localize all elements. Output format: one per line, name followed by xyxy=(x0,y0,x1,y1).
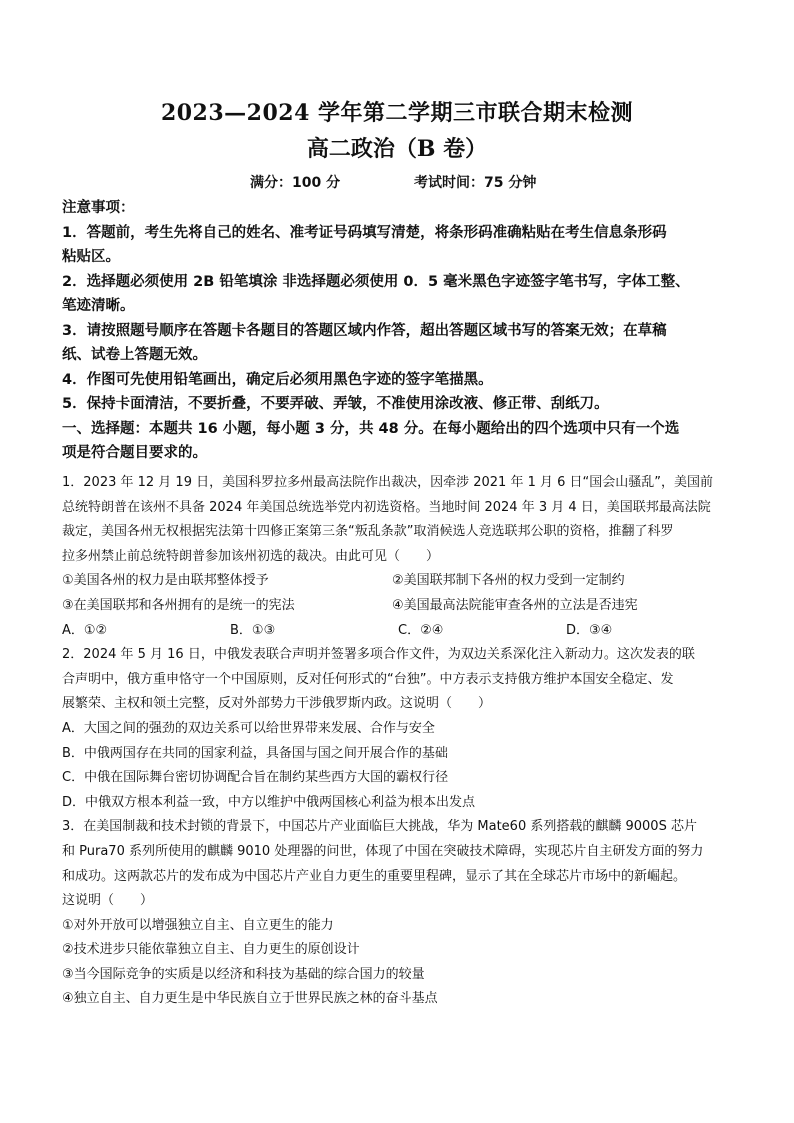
instruction-line: 4．作图可先使用铅笔画出，确定后必须用黑色字迹的签字笔描黑。 xyxy=(62,371,493,388)
statement-2: ②美国联邦制下各州的权力受到一定制约 xyxy=(392,573,625,589)
question-stem-line: 1．2023 年 12 月 19 日，美国科罗拉多州最高法院作出裁决，因牵涉 2021 年 1 月 6 日“国会山骚乱”，美国前 xyxy=(62,475,713,490)
question-stem-line: 和 Pura70 系列所使用的麒麟 9010 处理器的问世，体现了中国在突破技术障碍，实现芯片自主研发方面的努力 xyxy=(62,843,704,859)
question-stem-line: 展繁荣、主权和领土完整，反对外部势力干涉俄罗斯内政。这说明（ ） xyxy=(62,696,492,712)
choice-b: B．①③ xyxy=(230,622,276,638)
question-stem-line: 合声明中，俄方重申恪守一个中国原则，反对任何形式的“台独”。中方表示支持俄方维护本国安全稳定、发 xyxy=(62,671,674,687)
question-stem-line: 总统特朗普在该州不具备 2024 年美国总统选举党内初选资格。当地时间 2024 年 3 月 4 日，美国联邦最高法院 xyxy=(62,499,711,515)
choice-d: D．③④ xyxy=(566,622,613,638)
statement-1: ①美国各州的权力是由联邦整体授予 xyxy=(62,573,269,589)
instruction-line: 2．选择题必须使用 2B 铅笔填涂 非选择题必须使用 0．5 毫米黑色字迹签字笔书写，字体工整、 xyxy=(62,273,690,290)
statement-row xyxy=(62,594,734,619)
statement-4: ④独立自主、自力更生是中华民族自立于世界民族之林的奋斗基点 xyxy=(62,991,438,1007)
instruction-line: 3．请按照题号顺序在答题卡各题目的答题区域内作答，超出答题区域书写的答案无效；在草稿 xyxy=(62,322,667,339)
choice-b: B．中俄两国存在共同的国家利益，具备国与国之间开展合作的基础 xyxy=(62,745,448,761)
choice-d: D．中俄双方根本利益一致，中方以维护中俄两国核心利益为根本出发点 xyxy=(62,794,476,810)
statement-3: ③当今国际竞争的实质是以经济和科技为基础的综合国力的较量 xyxy=(62,966,425,982)
section-heading-line: 项是符合题目要求的。 xyxy=(62,445,207,461)
statement-1: ①对外开放可以增强独立自主、自立更生的能力 xyxy=(62,917,334,933)
exam-title: 2023—2024 学年第二学期三市联合期末检测 xyxy=(160,100,634,126)
section-heading-line: 一、选择题：本题共 16 小题，每小题 3 分，共 48 分。在每小题给出的四个选项中只有一个选 xyxy=(62,420,680,437)
instruction-line: 5．保持卡面清洁，不要折叠，不要弄破、弄皱，不准使用涂改液、修正带、刮纸刀。 xyxy=(62,396,609,412)
statement-2: ②技术进步只能依靠独立自主、自力更生的原创设计 xyxy=(62,942,360,958)
instruction-line: 纸、试卷上答题无效。 xyxy=(62,347,207,363)
answer-choices xyxy=(62,619,734,644)
full-score: 满分：100 分 xyxy=(250,175,341,191)
instruction-line: 笔迹清晰。 xyxy=(62,298,135,314)
question-stem-line: 3．在美国制裁和技术封锁的背景下，中国芯片产业面临巨大挑战，华为 Mate60 系列搭载的麒麟 9000S 芯片 xyxy=(62,819,697,835)
choice-a: A．大国之间的强劲的双边关系可以给世界带来发展、合作与安全 xyxy=(62,720,435,736)
instructions-heading: 注意事项： xyxy=(62,200,135,216)
choice-c: C．②④ xyxy=(398,622,444,638)
choice-c: C．中俄在国际舞台密切协调配合旨在制约某些西方大国的霸权行径 xyxy=(62,770,449,786)
question-stem-line: 裁定，美国各州无权根据宪法第十四修正案第三条“叛乱条款”取消候选人竞选联邦公职的资格，推翻了科罗 xyxy=(62,524,674,540)
statement-4: ④美国最高法院能审查各州的立法是否违宪 xyxy=(392,597,638,613)
statement-row xyxy=(62,569,734,594)
question-1 xyxy=(62,471,734,643)
instruction-line: 1．答题前，考生先将自己的姓名、准考证号码填写清楚，将条形码准确粘贴在考生信息条形码 xyxy=(62,224,667,241)
instruction-line: 粘贴区。 xyxy=(62,249,120,265)
choice-a: A．①② xyxy=(62,622,108,638)
exam-time: 考试时间：75 分钟 xyxy=(414,175,537,191)
question-2 xyxy=(62,643,734,815)
question-stem-line: 和成功。这两款芯片的发布成为中国芯片产业自力更生的重要里程碑，显示了其在全球芯片市场中的新崛起。 xyxy=(62,868,687,884)
question-stem-line: 拉多州禁止前总统特朗普参加该州初选的裁决。由此可见（ ） xyxy=(62,548,440,564)
statement-3: ③在美国联邦和各州拥有的是统一的宪法 xyxy=(62,597,295,613)
exam-subtitle: 高二政治（B 卷） xyxy=(306,136,488,162)
questions xyxy=(62,471,734,1012)
question-3 xyxy=(62,815,734,1012)
question-stem-line: 这说明（ ） xyxy=(62,893,154,909)
question-stem-line: 2．2024 年 5 月 16 日，中俄发表联合声明并签署多项合作文件，为双边关系深化注入新动力。这次发表的联 xyxy=(62,647,695,663)
instructions xyxy=(62,196,734,466)
